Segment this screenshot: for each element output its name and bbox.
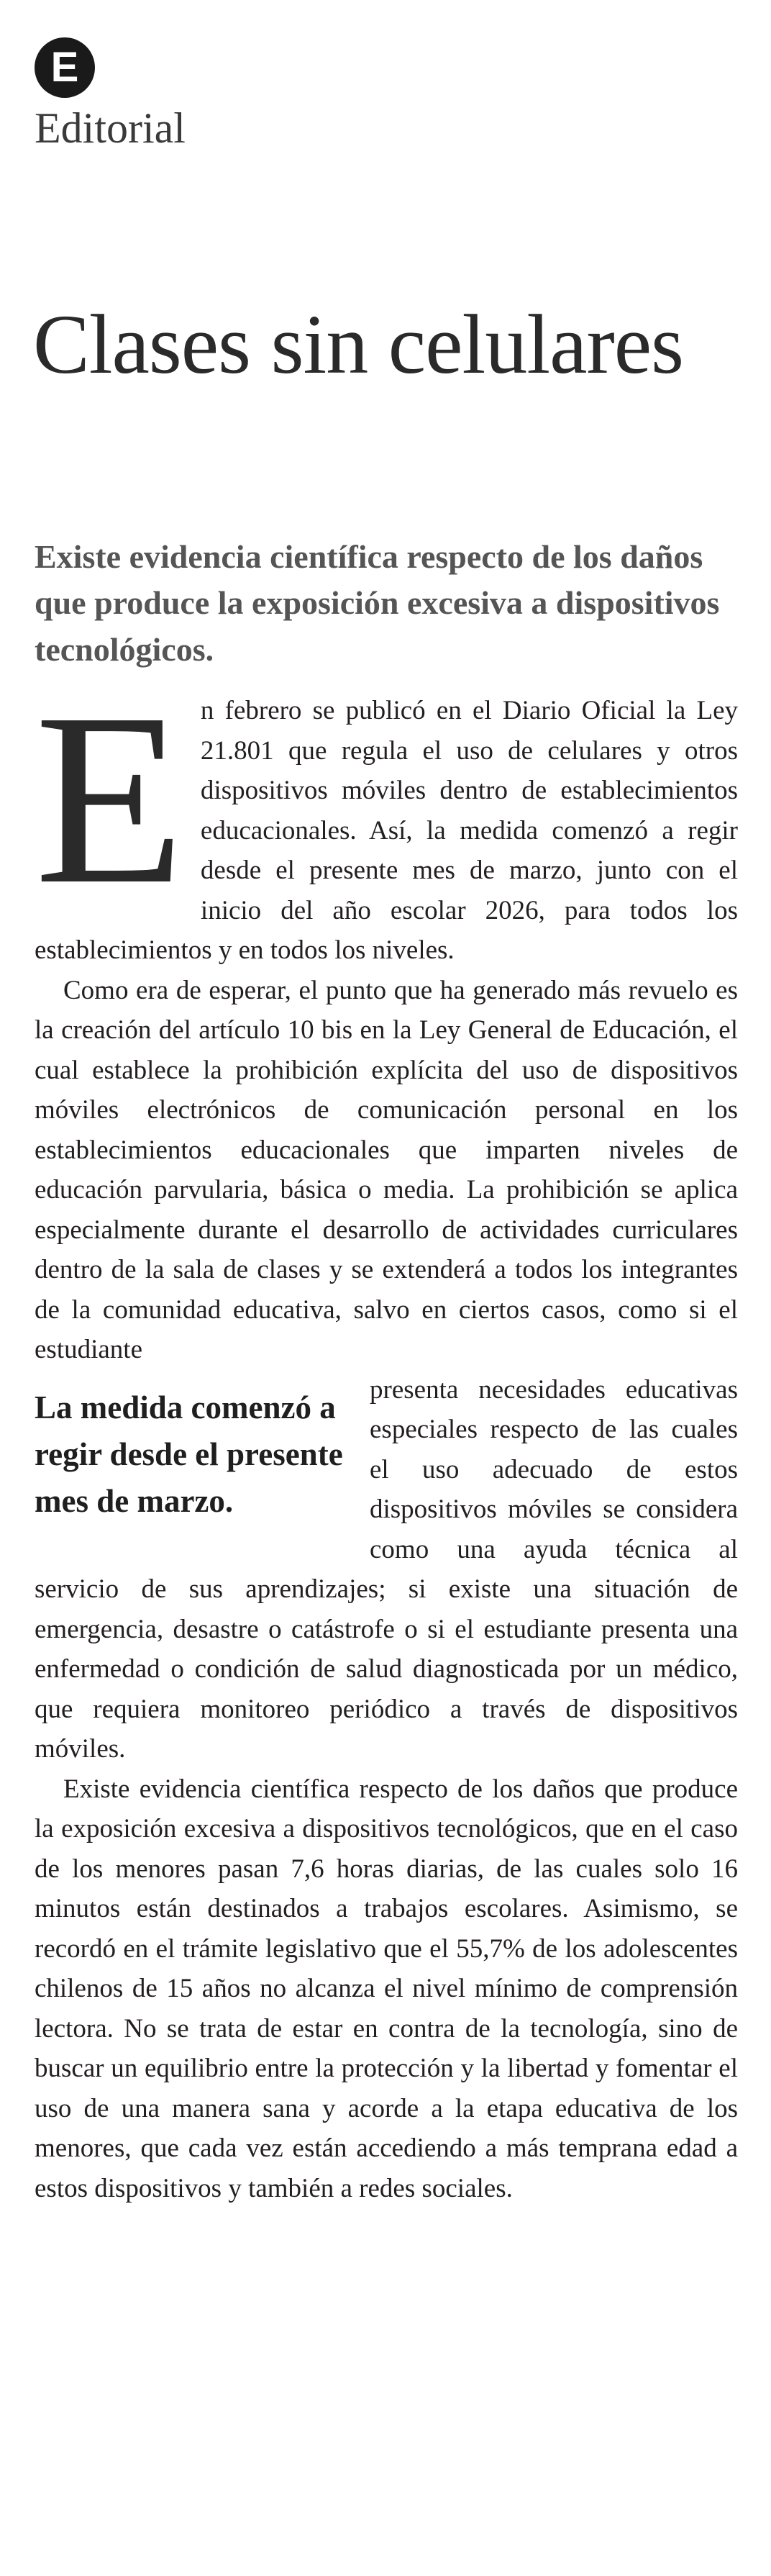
article-headline: Clases sin celulares bbox=[33, 297, 684, 391]
article-paragraph: Existe evidencia científica respecto de los daños que produce la exposición excesiva a dispositivos tecnológicos, que en el caso de los menores pasan 7,6 horas diarias, de las cuales solo 16 minutos están destinados a trabajos escolares. Asimismo, se recordó en el trámite legislativo que el 55,7% de los adolescentes chilenos de 15 años no alcanza el nivel mínimo de comprensión lectora. No se trata de estar en contra de la tecnología, sino de buscar un equilibrio entre la protección y la libertad y fomentar el uso de una manera sana y acorde a la etapa educativa de los menores, que cada vez están accediendo a más temprana edad a estos dispositivos y también a redes sociales. bbox=[35, 1774, 738, 2203]
drop-cap: E bbox=[35, 662, 185, 935]
article-deck: Existe evidencia científica respecto de los daños que produce la exposición excesiva a dispositivos tecnológicos. bbox=[35, 538, 720, 668]
pull-quote: La medida comenzó a regir desde el presente mes de marzo. bbox=[35, 1389, 343, 1519]
article-paragraph: Como era de esperar, el punto que ha generado más revuelo es la creación del artículo 10 bis en la Ley General de Educación, el cual establece la prohibición explícita del uso de dispositivos móviles electrónicos de comunicación personal en los establecimientos educacionales que imparten niveles de educación parvularia, básica o media. La prohibición se aplica especialmente durante el desarrollo de actividades curriculares dentro de la sala de clases y se extenderá a todos los integrantes de la comunidad educativa, salvo en ciertos casos, como si el estudiante bbox=[35, 975, 738, 1364]
section-label: Editorial bbox=[35, 104, 186, 152]
article-paragraph bbox=[35, 662, 738, 971]
article-paragraph: presenta necesidades educativas especiales respecto de las cuales el uso adecuado de estos dispositivos móviles se considera como una ayuda técnica al servicio de sus aprendizajes; si existe una situación de emergencia, desastre o catástrofe o si el estudiante presenta una enfermedad o condición de salud diagnosticada por un médico, que requiera monitoreo periódico a través de dispositivos móviles. bbox=[35, 1374, 738, 1764]
section-logo-icon: E bbox=[35, 37, 95, 98]
paragraph-text: n febrero se publicó en el Diario Oficial la Ley 21.801 que regula el uso de celulares y otros dispositivos móviles dentro de establecimientos educacionales. Así, la medida comenzó a regir desde el presente mes de marzo, junto con el inicio del año escolar 2026, para todos los establecimientos y en todos los niveles. bbox=[35, 696, 738, 965]
article-body bbox=[35, 662, 738, 2208]
